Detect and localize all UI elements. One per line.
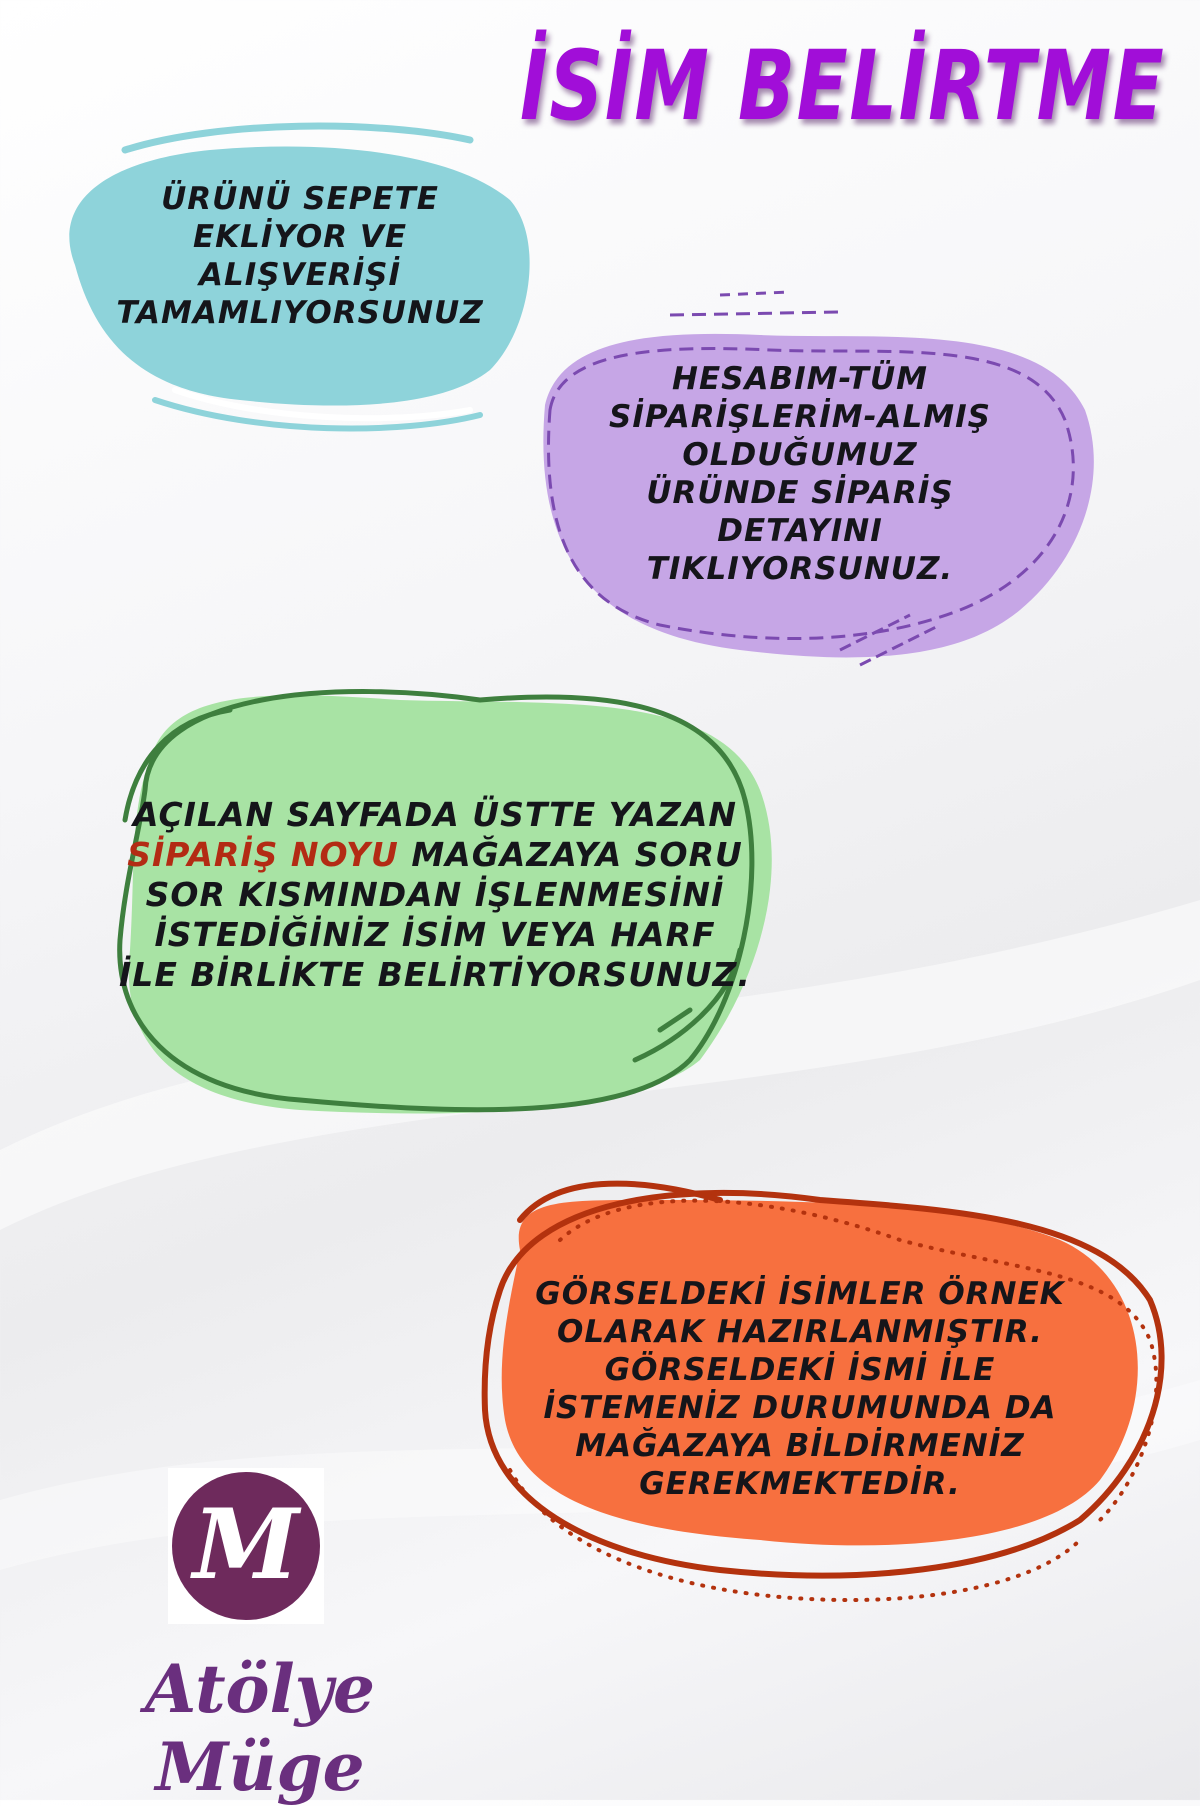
order-number-highlight: SİPARİŞ NOYU [127, 835, 399, 874]
page-title: İSİM BELİRTME [520, 30, 1166, 142]
step-3-text: AÇILAN SAYFADA ÜSTTE YAZAN SİPARİŞ NOYU MAĞAZAYA SORU SOR KISMINDAN İŞLENMESİNİ İSTEDİĞİNİZ İSİM VEYA HARF İLE BİRLİKTE BELİRTİYORSUNUZ. [119, 795, 751, 994]
brand-name: Atölye Müge [145, 1650, 375, 1806]
step-2-text: HESABIM-TÜM SİPARİŞLERİM-ALMIŞ OLDUĞUMUZ ÜRÜNDE SİPARİŞ DETAYINI TIKLIYORSUNUZ. [609, 361, 991, 587]
svg-text:M: M [192, 1488, 300, 1601]
step-1-text: ÜRÜNÜ SEPETE EKLİYOR VE ALIŞVERİŞİ TAMAMLIYORSUNUZ [116, 181, 484, 331]
logo-emblem-icon [168, 1468, 324, 1624]
logo [168, 1468, 324, 1624]
step-4-text: GÖRSELDEKİ İSİMLER ÖRNEK OLARAK HAZIRLANMIŞTIR. GÖRSELDEKİ İSMİ İLE İSTEMENİZ DURUMUNDA DA MAĞAZAYA BİLDİRMENİZ GEREKMEKTEDİR. [535, 1276, 1065, 1502]
